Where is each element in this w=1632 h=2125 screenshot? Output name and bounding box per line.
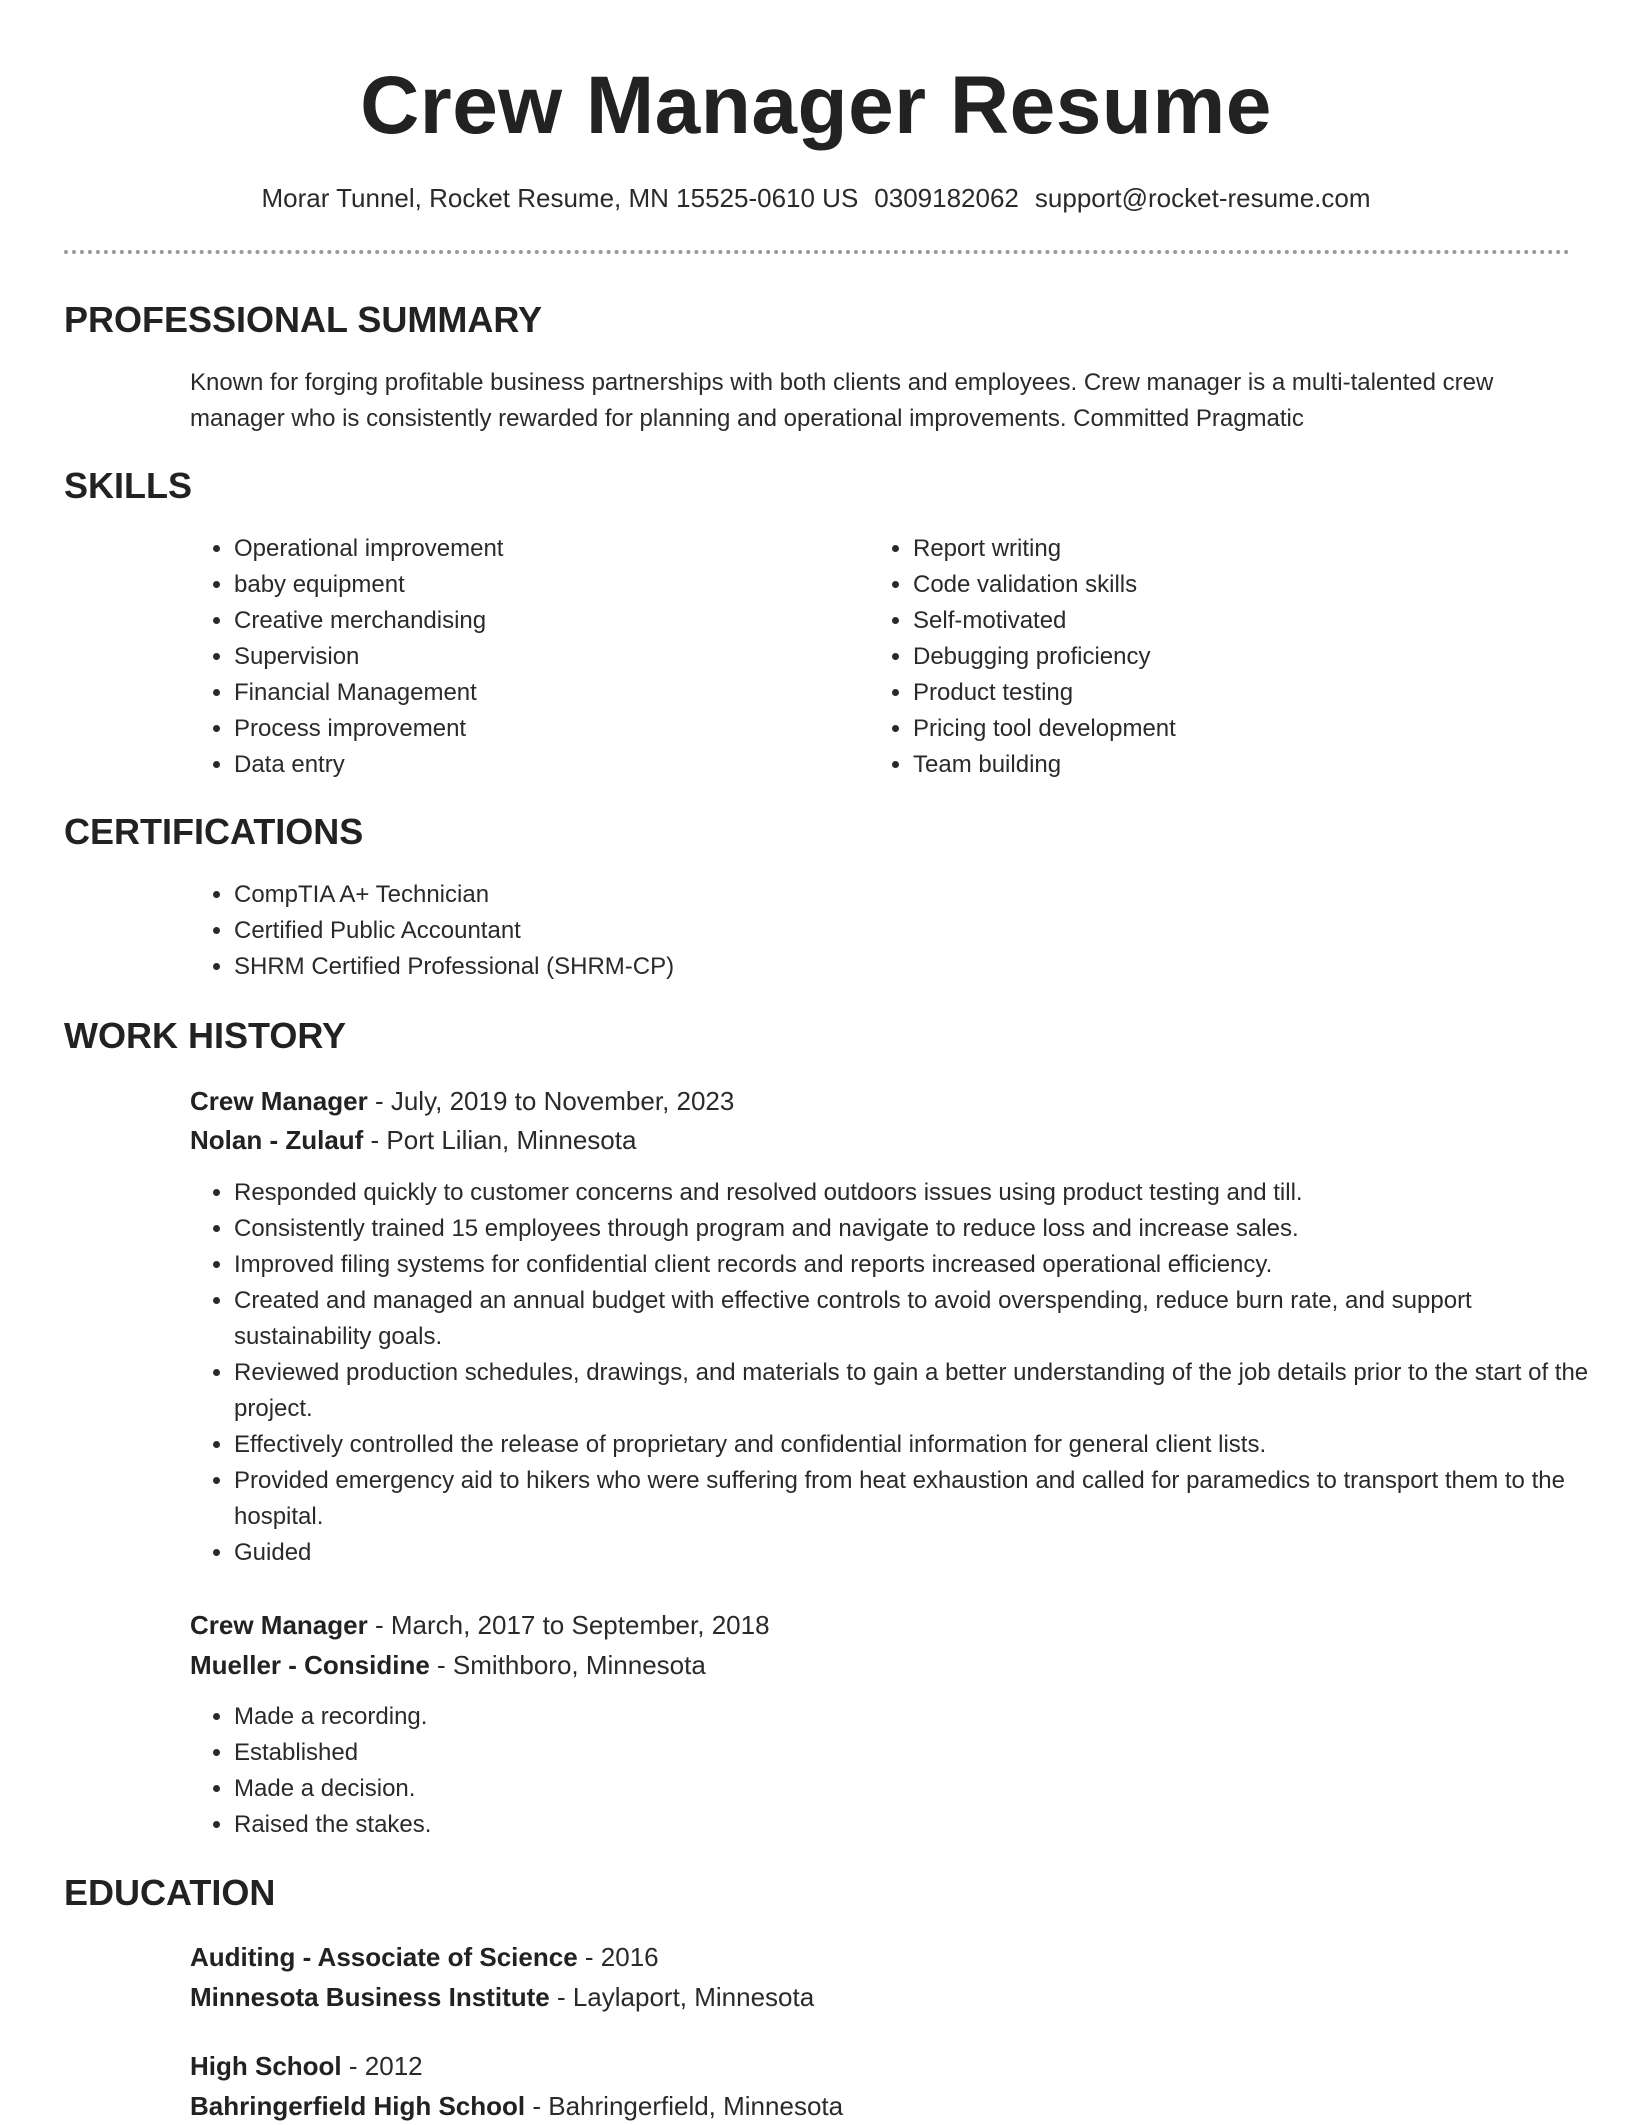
list-item: • Reviewed production schedules, drawings, and materials to gain a better understanding of the job details prior to the start of the project. — [234, 1355, 1614, 1427]
education-2-school-line — [190, 2087, 843, 2125]
contact-phone: 0309182062 — [874, 183, 1019, 213]
list-item: • Created and managed an annual budget with effective controls to avoid overspending, reduce burn rate, and support sustainability goals. — [234, 1283, 1614, 1355]
list-item: • Operational improvement — [234, 531, 854, 567]
list-item: • Guided — [234, 1535, 1614, 1571]
section-heading-certifications: CERTIFICATIONS — [64, 811, 364, 852]
list-item: • Certified Public Accountant — [234, 913, 1434, 949]
certifications-list — [190, 877, 1434, 985]
list-item: • Raised the stakes. — [234, 1807, 1614, 1843]
list-item: • Team building — [913, 747, 1533, 783]
job-2-title-line — [190, 1606, 770, 1644]
education-degree: Auditing - Associate of Science — [190, 1942, 578, 1972]
contact-line — [0, 180, 1632, 216]
list-item: • Product testing — [913, 675, 1533, 711]
list-item: • Creative merchandising — [234, 603, 854, 639]
list-item: • Pricing tool development — [913, 711, 1533, 747]
job-title: Crew Manager — [190, 1086, 368, 1116]
resume-title: Crew Manager Resume — [360, 60, 1272, 151]
list-item: • Improved filing systems for confidential client records and reports increased operational efficiency. — [234, 1247, 1614, 1283]
header-divider — [64, 250, 1570, 254]
list-item: • Self-motivated — [913, 603, 1533, 639]
section-heading-skills: SKILLS — [64, 465, 193, 506]
list-item: • Established — [234, 1735, 1614, 1771]
job-2-bullets — [190, 1699, 1614, 1843]
list-item: • Data entry — [234, 747, 854, 783]
list-item: • CompTIA A+ Technician — [234, 877, 1434, 913]
job-company: Nolan - Zulauf — [190, 1125, 364, 1155]
job-1-title-line — [190, 1082, 734, 1120]
list-item: • Made a recording. — [234, 1699, 1614, 1735]
education-year: - 2012 — [341, 2051, 423, 2081]
list-item: • Report writing — [913, 531, 1533, 567]
education-degree: High School — [190, 2051, 342, 2081]
skills-list-left — [190, 531, 854, 783]
list-item: • Provided emergency aid to hikers who were suffering from heat exhaustion and called for paramedics to transport them to the hospital. — [234, 1463, 1614, 1535]
list-item: • Debugging proficiency — [913, 639, 1533, 675]
list-item: • SHRM Certified Professional (SHRM-CP) — [234, 949, 1434, 985]
list-item: • Financial Management — [234, 675, 854, 711]
job-company: Mueller - Considine — [190, 1650, 430, 1680]
skills-list-right — [869, 531, 1533, 783]
education-school: Minnesota Business Institute — [190, 1982, 550, 2012]
job-dates: - July, 2019 to November, 2023 — [367, 1086, 735, 1116]
list-item: • Made a decision. — [234, 1771, 1614, 1807]
education-2-degree-line — [190, 2047, 423, 2085]
job-1-company-line — [190, 1121, 636, 1159]
education-year: - 2016 — [577, 1942, 659, 1972]
job-location: - Port Lilian, Minnesota — [363, 1125, 637, 1155]
job-location: - Smithboro, Minnesota — [429, 1650, 706, 1680]
job-1-bullets — [190, 1175, 1614, 1571]
education-location: - Bahringerfield, Minnesota — [525, 2091, 844, 2121]
list-item: • Consistently trained 15 employees through program and navigate to reduce loss and increase sales. — [234, 1211, 1614, 1247]
list-item: • Supervision — [234, 639, 854, 675]
list-item: • baby equipment — [234, 567, 854, 603]
education-location: - Laylaport, Minnesota — [549, 1982, 815, 2012]
contact-email[interactable]: support@rocket-resume.com — [1034, 183, 1371, 213]
education-school: Bahringerfield High School — [190, 2091, 526, 2121]
education-1-school-line — [190, 1978, 814, 2016]
section-heading-education: EDUCATION — [64, 1872, 276, 1913]
education-1-degree-line — [190, 1938, 659, 1976]
list-item: • Process improvement — [234, 711, 854, 747]
contact-address: Morar Tunnel, Rocket Resume, MN 15525-0610 US — [261, 183, 859, 213]
list-item: • Responded quickly to customer concerns and resolved outdoors issues using product testing and till. — [234, 1175, 1614, 1211]
section-heading-summary: PROFESSIONAL SUMMARY — [64, 299, 543, 340]
list-item: • Effectively controlled the release of proprietary and confidential information for general client lists. — [234, 1427, 1614, 1463]
list-item: • Code validation skills — [913, 567, 1533, 603]
section-heading-work-history: WORK HISTORY — [64, 1015, 347, 1056]
job-2-company-line — [190, 1646, 706, 1684]
job-title: Crew Manager — [190, 1610, 368, 1640]
summary-text: Known for forging profitable business partnerships with both clients and employees. Crew manager is a multi-talented crew manager who is consistently rewarded for planning and operational improvements. Committed Pragmatic — [190, 369, 1494, 432]
job-dates: - March, 2017 to September, 2018 — [367, 1610, 770, 1640]
